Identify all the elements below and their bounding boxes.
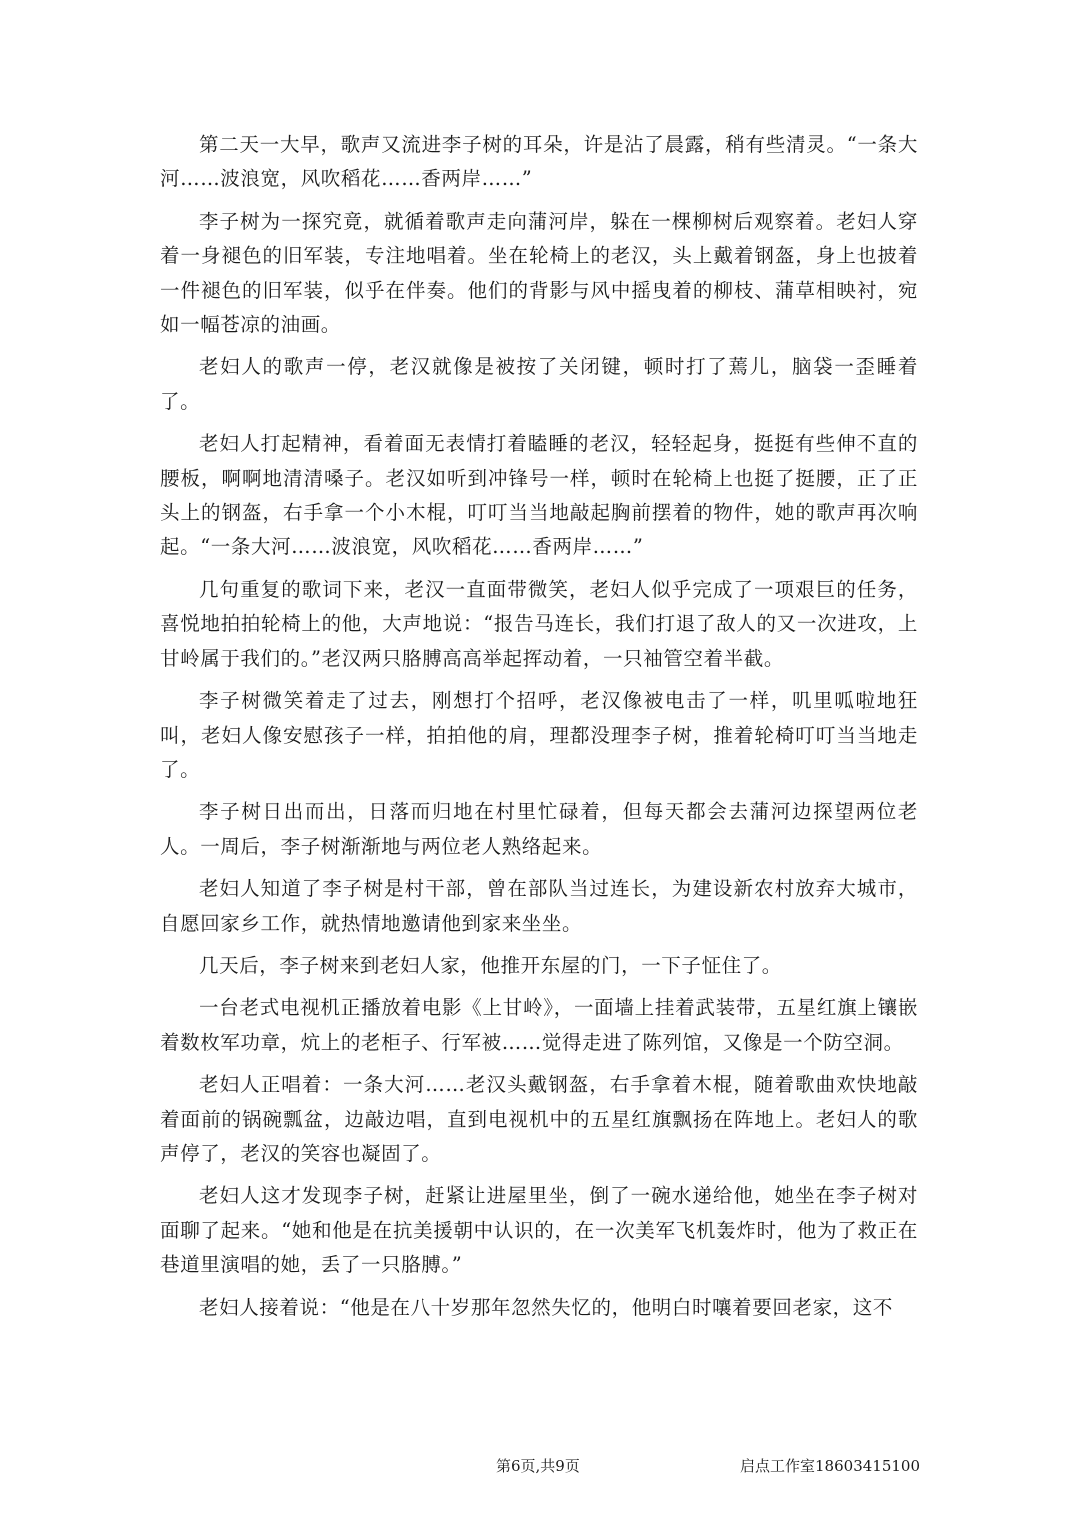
studio-contact: 启点工作室18603415100 xyxy=(740,1457,920,1475)
paragraph: 老妇人打起精神，看着面无表情打着瞌睡的老汉，轻轻起身，挺挺有些伸不直的腰板，啊啊地清清嗓子。老汉如听到冲锋号一样，顿时在轮椅上也挺了挺腰，正了正头上的钢盔，右手拿一个小木棍，叮叮当当地敲起胸前摆着的物件，她的歌声再次响起。“一条大河……波浪宽，风吹稻花……香两岸……” xyxy=(160,432,918,559)
paragraph: 几天后，李子树来到老妇人家，他推开东屋的门，一下子怔住了。 xyxy=(199,953,782,977)
paragraph: 老妇人这才发现李子树，赶紧让进屋里坐，倒了一碗水递给他，她坐在李子树对面聊了起来。“她和他是在抗美援朝中认识的，在一次美军飞机轰炸时，他为了救正在巷道里演唱的她，丢了一只胳膊。” xyxy=(160,1184,918,1277)
paragraph: 李子树日出而出，日落而归地在村里忙碌着，但每天都会去蒲河边探望两位老人。一周后，李子树渐渐地与两位老人熟络起来。 xyxy=(160,800,918,858)
paragraph: 李子树微笑着走了过去，刚想打个招呼，老汉像被电击了一样，叽里呱啦地狂叫，老妇人像安慰孩子一样，拍拍他的肩，理都没理李子树，推着轮椅叮叮当当地走了。 xyxy=(160,689,918,781)
paragraph: 李子树为一探究竟，就循着歌声走向蒲河岸，躲在一棵柳树后观察着。老妇人穿着一身褪色的旧军装，专注地唱着。坐在轮椅上的老汉，头上戴着钢盔，身上也披着一件褪色的旧军装，似乎在伴奏。他们的背影与风中摇曳着的柳枝、蒲草相映衬，宛如一幅苍凉的油画。 xyxy=(160,209,918,337)
paragraph: 几句重复的歌词下来，老汉一直面带微笑，老妇人似乎完成了一项艰巨的任务，喜悦地拍拍轮椅上的他，大声地说：“报告马连长，我们打退了敌人的又一次进攻，上甘岭属于我们的。”老汉两只胳膊高高举起挥动着，一只袖管空着半截。 xyxy=(160,577,918,670)
paragraph: 老妇人知道了李子树是村干部，曾在部队当过连长，为建设新农村放弃大城市，自愿回家乡工作，就热情地邀请他到家来坐坐。 xyxy=(160,877,918,935)
paragraph: 一台老式电视机正播放着电影《上甘岭》，一面墙上挂着武装带，五星红旗上镶嵌着数枚军功章，炕上的老柜子、行军被……觉得走进了陈列馆，又像是一个防空洞。 xyxy=(160,996,918,1054)
paragraph: 老妇人正唱着：一条大河……老汉头戴钢盔，右手拿着木棍，随着歌曲欢快地敲着面前的锅碗瓢盆，边敲边唱，直到电视机中的五星红旗飘扬在阵地上。老妇人的歌声停了，老汉的笑容也凝固了。 xyxy=(160,1073,918,1165)
article-body xyxy=(160,128,918,1333)
paragraph: 老妇人的歌声一停，老汉就像是被按了关闭键，顿时打了蔫儿，脑袋一歪睡着了。 xyxy=(160,355,918,413)
paragraph: 第二天一大早，歌声又流进李子树的耳朵，许是沾了晨露，稍有些清灵。“一条大河……波浪宽，风吹稻花……香两岸……” xyxy=(160,133,918,191)
page-number: 第6页,共9页 xyxy=(496,1457,580,1475)
paragraph: 老妇人接着说：“他是在八十岁那年忽然失忆的，他明白时嚷着要回老家，这不 xyxy=(199,1295,893,1319)
